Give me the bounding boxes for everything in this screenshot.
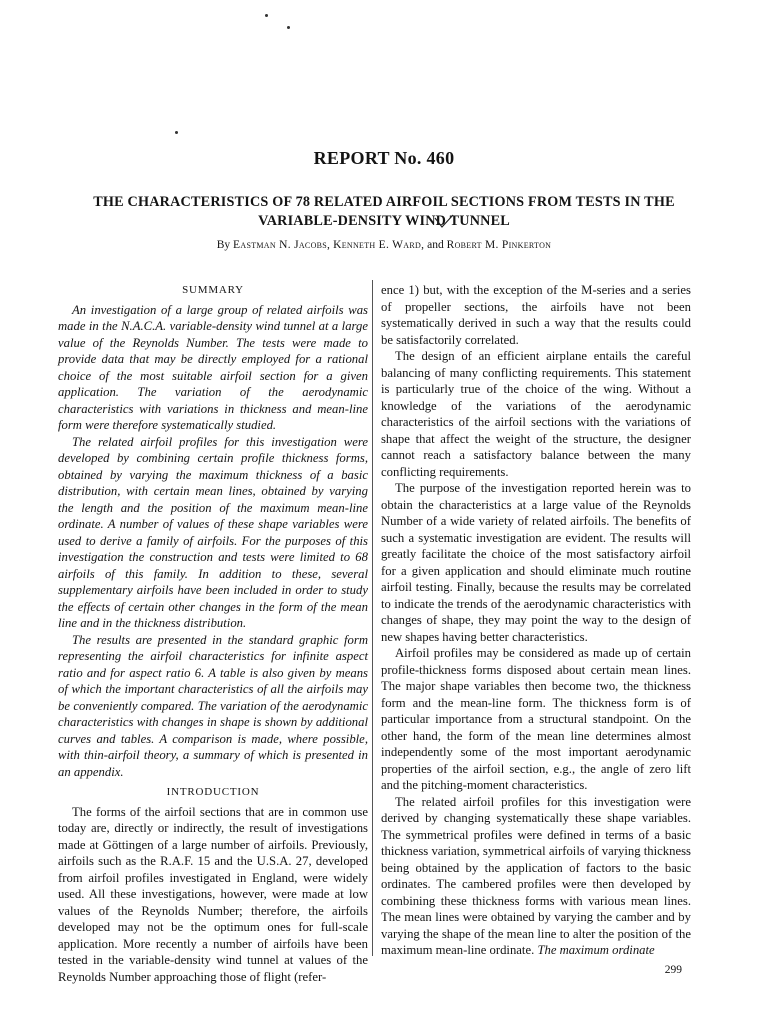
left-column — [58, 282, 368, 985]
body-paragraph: The purpose of the investigation reported herein was to obtain the characteristics at a large value of the Reynolds Number of a wide variety of related airfoils. The benefits of such a systematic investigation are evident. The results will greatly facilitate the choice of the most satisfactory airfoil for a given application and should eliminate much routine airfoil testing. Finally, because the results may be correlated to indicate the trends of the aerodynamic characteristics with changes of shape, they may point the way to the design of new shapes having better characteristics. — [381, 481, 691, 644]
report-number: REPORT No. 460 — [313, 148, 455, 168]
body-paragraph: The design of an efficient airplane entails the careful balancing of many conflicting requirements. This statement is particularly true of the choice of the wing. Without a knowledge of the variations of the aerodynamic characteristics of the airfoil sections with the variations of shape that affect the weight of the structure, the designer cannot reach a satisfactory balance between the many conflicting requirements. — [381, 349, 691, 479]
summary-paragraph: The related airfoil profiles for this investigation were developed by combining certain profile thickness forms, obtained by varying the maximum thickness of a basic distribution, with certain mean lines, obtained by varying the length and the position of the maximum mean-line ordinate. A number of values of these shape variables were used to derive a family of airfoils. For the purposes of this investigation the construction and tests were limited to 68 airfoils of this family. In addition to these, several supplementary airfoils have been included in order to study the effects of certain other changes in the form of the mean line and in the thickness distribution. — [58, 434, 368, 630]
author-byline — [0, 239, 768, 251]
author-3: Robert M. Pinkerton — [446, 239, 552, 251]
scan-speck — [175, 131, 178, 134]
body-paragraph: Airfoil profiles may be considered as made up of certain profile-thickness forms disposed about certain mean lines. The major shape variables then become two, the thickness form and the mean-line form. The thickness form is of particular importance from a structural standpoint. On the other hand, the form of the mean line determines almost independently some of the most important aerodynamic properties of the airfoil section, e.g., the angle of zero lift and the pitching-moment characteristics. — [381, 646, 691, 792]
body-paragraph — [381, 794, 691, 959]
byline-and: and — [427, 239, 444, 251]
introduction-heading: INTRODUCTION — [166, 786, 260, 798]
body-paragraph: ence 1) but, with the exception of the M-series and a series of propeller sections, the airfoils have not been systematically derived in such a way that the results could be satisfactorily correlated. — [381, 283, 691, 347]
summary-paragraph: The results are presented in the standard graphic form representing the airfoil characteristics for infinite aspect ratio and for aspect ratio 6. A table is also given by means of which the important characteristics of all the airfoils may be conveniently compared. The variation of the aerodynamic characteristics with changes in shape is shown by additional curves and tables. A comparison is made, where possible, with thin-airfoil theory, a summary of which is presented in an appendix. — [58, 632, 368, 779]
author-1: Eastman N. Jacobs, — [233, 239, 331, 251]
byline-by: By — [216, 239, 231, 251]
paper-title — [40, 193, 728, 231]
scan-speck — [287, 26, 290, 29]
title-line-1: THE CHARACTERISTICS OF 78 RELATED AIRFOIL SECTIONS FROM TESTS IN THE — [93, 194, 675, 210]
right-column — [381, 282, 691, 959]
summary-heading: SUMMARY — [182, 284, 244, 296]
column-divider — [372, 280, 373, 956]
intro-paragraph: The forms of the airfoil sections that are in common use today are, directly or indirectly, the result of investigations made at Göttingen of a large number of airfoils. Previously, airfoils such as the R.A.F. 15 and the U.S.A. 27, developed from airfoil profiles investigated in England, were widely used. All these investigations, however, were made at low values of the Reynolds Number; therefore, the airfoils developed may not be the optimum ones for full-scale application. More recently a number of airfoils have been tested in the variable-density wind tunnel at values of the Reynolds Number approaching those of flight (refer- — [58, 804, 368, 984]
page-number: 299 — [664, 964, 682, 976]
title-line-2: VARIABLE-DENSITY WIND TUNNEL — [258, 213, 510, 229]
author-2: Kenneth E. Ward, — [333, 239, 425, 251]
handwritten-checkmark-icon — [433, 214, 455, 230]
paragraph-italic-tail: The maximum ordinate — [537, 943, 655, 957]
paragraph-text: The related airfoil profiles for this investigation were derived by changing systematically these shape variables. The symmetrical profiles were defined in terms of a basic thickness variation, symmetrical airfoils of varying thickness being obtained by the application of factors to the basic ordinates. The cambered profiles were then developed by combining these thickness forms with various mean lines. The mean lines were obtained by varying the camber and by varying the shape of the mean line to alter the position of the maximum mean-line ordinate. — [381, 794, 691, 957]
scan-speck — [265, 14, 268, 17]
summary-paragraph: An investigation of a large group of related airfoils was made in the N.A.C.A. variable-density wind tunnel at a large value of the Reynolds Number. The tests were made to provide data that may be directly employed for a rational choice of the most suitable airfoil section for a given application. The variation of the aerodynamic characteristics with variations in thickness and mean-line form were therefore systematically studied. — [58, 302, 368, 432]
